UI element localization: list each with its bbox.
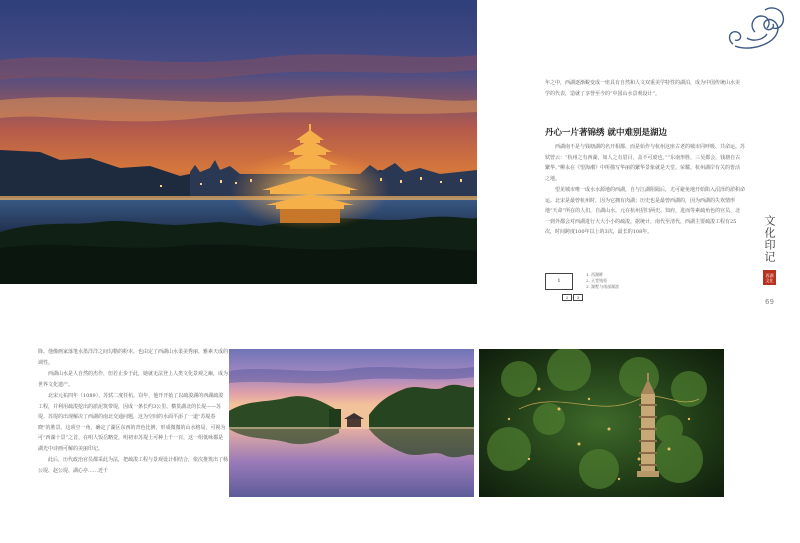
legend-item: 3. 湖墅与南部湖滨 bbox=[586, 284, 620, 289]
section-heading: 丹心一片著锦绣 就中难别是湖边 bbox=[545, 128, 667, 138]
pagoda-aerial-photo bbox=[479, 349, 724, 497]
body-paragraph: 西湖南不是与钱塘湖的名开相都、而是始作与杭州这座古老的城市同呼吸、共命运。苏轼曾云：“杭州之有西湖，如人之有眉目，盖不可废也。”“东南形胜，三吴都会，钱塘自古繁华。”柳永在《望海潮》中所描写华丽的繁华景象就是天堂、荣耀。杭州湖岸有关的皆活之地。 bbox=[545, 144, 746, 182]
page-number: 69 bbox=[765, 298, 774, 306]
left-paragraph: 北宋元祐四年（1089），苏轼二度任杭。窃年，他开开始了以疏浚湖的西湖疏浚工程，并利用疏浚挖出的淤泥筑带堤，因成一条长约3公里、横贯湖北的长堤——苏堤。苏堤的出现解决了西湖的南北交通问题，这为空间的水面平添了一道“苏堤春晓”的胜景。这项空一角，确定了湖区东西的青色比例，形成微微的山水格局，可视为可“西湖十景”之首，在明人饭岳略觉，明初市苏堤上可种上千一百，这一组低咏都是湖光中诗画可解的美丽印记。 bbox=[38, 393, 226, 452]
diagram-legend bbox=[586, 272, 619, 290]
seal-stamp: 西湖文化 bbox=[763, 270, 776, 285]
lake-island-photo bbox=[229, 349, 474, 497]
diagram-numbers bbox=[562, 294, 584, 301]
cloud-ornament bbox=[725, 2, 791, 54]
diagram-box: 1 bbox=[545, 273, 573, 290]
diagram-number: 2 bbox=[562, 294, 572, 301]
left-column-text bbox=[38, 347, 228, 477]
left-paragraph: 此后，历代政治官员都采此为法，把疏浚工程与景观设计相结合，依次推筑出了杨公堤、赵公堤、湖心亭……近千 bbox=[38, 457, 229, 474]
side-title: 文化印记 bbox=[763, 215, 776, 263]
night-pavilion-photo bbox=[0, 0, 477, 284]
body-paragraph: 望见城市唯一成水水源地的西湖，自与江湖阻隔后，尤可避免地开始陷入沼泽的淤积命运。北宋是最曾杭州时，因为它拥有肉湖；历史也是最曾西湖的，因为西湖的失欢情形地“天命”所在的人们，自湖山水，元在杭州招归两史、知府，进而等素疏角色的官员，北一到外都会对西湖进行大大小小的疏浚。据统计，南代至清代，西湖主要疏浚工程有25次，时间跨度100年以上的3次，最长的108年。 bbox=[545, 187, 746, 235]
left-paragraph: 西湖山水是人自然的杰作，但若止步于此，她就无法登上人类文化景观之巅，成为世界文化遗产。 bbox=[38, 371, 229, 388]
legend-item: 2. 天堂钱柜 bbox=[586, 278, 608, 283]
body-text bbox=[545, 142, 745, 239]
left-paragraph: 降。他像画家落笔水墨洋洋之间勾勒的粉本。也由定了西湖山水柔美秀丽、雅素天成的调性。 bbox=[38, 349, 229, 366]
intro-paragraph: 年之中，西湖逐渐蜕变成一座具有自然和人文双重美学特性的湖泊，成为中国传统山水美学的代表，造就了享誉至今的“中国山水景观设计”。 bbox=[545, 80, 741, 97]
diagram-number: 3 bbox=[573, 294, 583, 301]
legend-item: 1. 西湖畔 bbox=[586, 272, 604, 277]
